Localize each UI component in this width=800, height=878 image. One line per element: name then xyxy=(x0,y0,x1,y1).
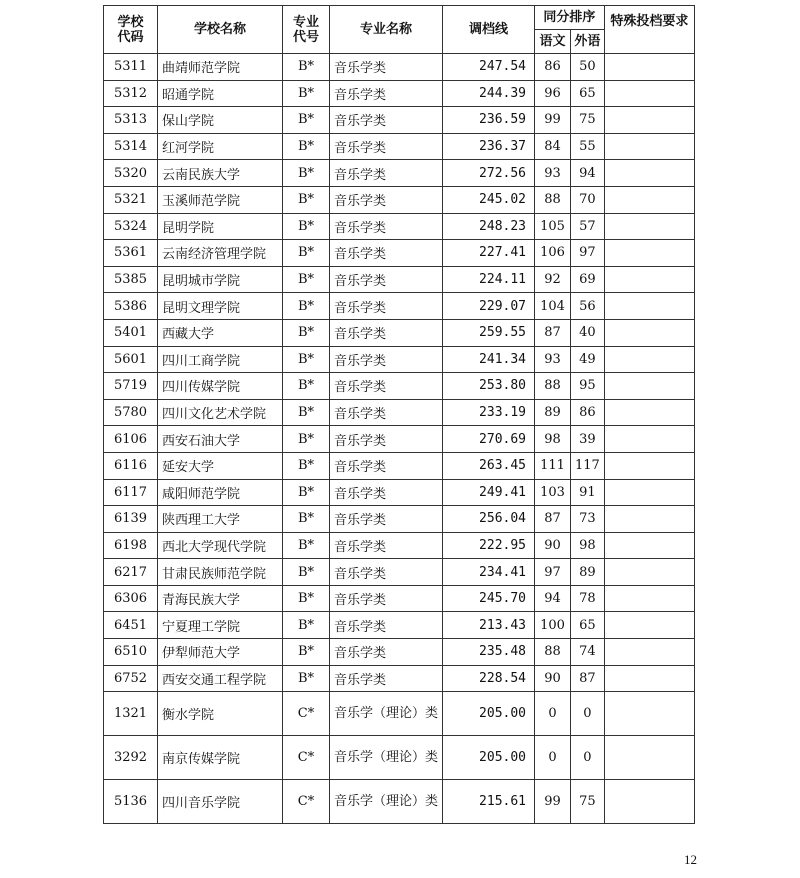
chinese-rank-cell: 87 xyxy=(535,506,571,533)
chinese-rank-cell: 87 xyxy=(535,319,571,346)
table-row xyxy=(104,213,695,240)
major-code-cell: B* xyxy=(283,213,330,240)
special-requirement-cell xyxy=(604,665,694,692)
major-name-cell: 音乐学类 xyxy=(330,639,443,666)
major-name-cell: 音乐学（理论）类 xyxy=(330,692,443,736)
school-name-cell: 甘肃民族师范学院 xyxy=(158,559,283,586)
table-row xyxy=(104,133,695,160)
header-chinese: 语文 xyxy=(535,30,571,54)
school-code-cell: 6306 xyxy=(104,585,158,612)
table-row xyxy=(104,346,695,373)
cutoff-score-cell: 236.59 xyxy=(443,107,535,134)
major-name-cell: 音乐学类 xyxy=(330,213,443,240)
special-requirement-cell xyxy=(604,346,694,373)
school-code-cell: 5719 xyxy=(104,373,158,400)
major-code-cell: B* xyxy=(283,293,330,320)
special-requirement-cell xyxy=(604,319,694,346)
foreign-rank-cell: 40 xyxy=(571,319,605,346)
chinese-rank-cell: 90 xyxy=(535,665,571,692)
school-name-cell: 西北大学现代学院 xyxy=(158,532,283,559)
chinese-rank-cell: 84 xyxy=(535,133,571,160)
foreign-rank-cell: 87 xyxy=(571,665,605,692)
special-requirement-cell xyxy=(604,426,694,453)
special-requirement-cell xyxy=(604,240,694,267)
school-code-cell: 6217 xyxy=(104,559,158,586)
chinese-rank-cell: 92 xyxy=(535,266,571,293)
chinese-rank-cell: 0 xyxy=(535,736,571,780)
foreign-rank-cell: 75 xyxy=(571,780,605,824)
cutoff-score-cell: 215.61 xyxy=(443,780,535,824)
school-code-cell: 6752 xyxy=(104,665,158,692)
table-row xyxy=(104,506,695,533)
foreign-rank-cell: 70 xyxy=(571,186,605,213)
special-requirement-cell xyxy=(604,452,694,479)
table-row xyxy=(104,80,695,107)
major-code-cell: B* xyxy=(283,319,330,346)
foreign-rank-cell: 74 xyxy=(571,639,605,666)
special-requirement-cell xyxy=(604,266,694,293)
major-name-cell: 音乐学（理论）类 xyxy=(330,736,443,780)
special-requirement-cell xyxy=(604,585,694,612)
chinese-rank-cell: 88 xyxy=(535,639,571,666)
special-requirement-cell xyxy=(604,780,694,824)
special-requirement-cell xyxy=(604,133,694,160)
cutoff-score-cell: 249.41 xyxy=(443,479,535,506)
major-code-cell: B* xyxy=(283,80,330,107)
table-row xyxy=(104,692,695,736)
major-code-cell: B* xyxy=(283,54,330,81)
cutoff-score-cell: 205.00 xyxy=(443,736,535,780)
major-name-cell: 音乐学类 xyxy=(330,585,443,612)
cutoff-score-cell: 224.11 xyxy=(443,266,535,293)
school-name-cell: 四川传媒学院 xyxy=(158,373,283,400)
table-row xyxy=(104,559,695,586)
major-code-cell: B* xyxy=(283,479,330,506)
chinese-rank-cell: 90 xyxy=(535,532,571,559)
chinese-rank-cell: 111 xyxy=(535,452,571,479)
major-code-cell: B* xyxy=(283,186,330,213)
table-row xyxy=(104,452,695,479)
major-name-cell: 音乐学类 xyxy=(330,665,443,692)
chinese-rank-cell: 93 xyxy=(535,346,571,373)
school-name-cell: 保山学院 xyxy=(158,107,283,134)
chinese-rank-cell: 86 xyxy=(535,54,571,81)
school-name-cell: 四川音乐学院 xyxy=(158,780,283,824)
foreign-rank-cell: 95 xyxy=(571,373,605,400)
chinese-rank-cell: 93 xyxy=(535,160,571,187)
table-row xyxy=(104,780,695,824)
major-name-cell: 音乐学类 xyxy=(330,612,443,639)
chinese-rank-cell: 106 xyxy=(535,240,571,267)
chinese-rank-cell: 98 xyxy=(535,426,571,453)
major-code-cell: B* xyxy=(283,399,330,426)
special-requirement-cell xyxy=(604,80,694,107)
foreign-rank-cell: 97 xyxy=(571,240,605,267)
school-name-cell: 四川文化艺术学院 xyxy=(158,399,283,426)
foreign-rank-cell: 49 xyxy=(571,346,605,373)
major-code-cell: B* xyxy=(283,452,330,479)
table-row xyxy=(104,107,695,134)
chinese-rank-cell: 96 xyxy=(535,80,571,107)
cutoff-score-cell: 229.07 xyxy=(443,293,535,320)
cutoff-score-cell: 234.41 xyxy=(443,559,535,586)
cutoff-score-cell: 227.41 xyxy=(443,240,535,267)
school-name-cell: 西安石油大学 xyxy=(158,426,283,453)
special-requirement-cell xyxy=(604,612,694,639)
table-row xyxy=(104,479,695,506)
special-requirement-cell xyxy=(604,506,694,533)
school-code-cell: 3292 xyxy=(104,736,158,780)
foreign-rank-cell: 91 xyxy=(571,479,605,506)
table-row xyxy=(104,612,695,639)
special-requirement-cell xyxy=(604,559,694,586)
school-code-cell: 6139 xyxy=(104,506,158,533)
school-code-cell: 5385 xyxy=(104,266,158,293)
major-code-cell: B* xyxy=(283,612,330,639)
major-name-cell: 音乐学类 xyxy=(330,319,443,346)
major-name-cell: 音乐学类 xyxy=(330,107,443,134)
school-name-cell: 伊犁师范大学 xyxy=(158,639,283,666)
cutoff-score-cell: 256.04 xyxy=(443,506,535,533)
cutoff-score-cell: 244.39 xyxy=(443,80,535,107)
foreign-rank-cell: 69 xyxy=(571,266,605,293)
special-requirement-cell xyxy=(604,479,694,506)
special-requirement-cell xyxy=(604,54,694,81)
cutoff-score-cell: 263.45 xyxy=(443,452,535,479)
foreign-rank-cell: 98 xyxy=(571,532,605,559)
major-code-cell: B* xyxy=(283,133,330,160)
major-code-cell: B* xyxy=(283,559,330,586)
special-requirement-cell xyxy=(604,373,694,400)
page-number: 12 xyxy=(684,852,697,867)
table-row xyxy=(104,373,695,400)
table-row xyxy=(104,54,695,81)
major-code-cell: B* xyxy=(283,506,330,533)
cutoff-score-cell: 233.19 xyxy=(443,399,535,426)
chinese-rank-cell: 103 xyxy=(535,479,571,506)
cutoff-score-cell: 213.43 xyxy=(443,612,535,639)
school-code-cell: 5321 xyxy=(104,186,158,213)
school-name-cell: 云南民族大学 xyxy=(158,160,283,187)
school-name-cell: 昆明文理学院 xyxy=(158,293,283,320)
school-name-cell: 昆明城市学院 xyxy=(158,266,283,293)
special-requirement-cell xyxy=(604,639,694,666)
school-name-cell: 西藏大学 xyxy=(158,319,283,346)
table-row xyxy=(104,266,695,293)
school-name-cell: 昭通学院 xyxy=(158,80,283,107)
major-code-cell: B* xyxy=(283,107,330,134)
special-requirement-cell xyxy=(604,532,694,559)
foreign-rank-cell: 94 xyxy=(571,160,605,187)
cutoff-score-cell: 245.02 xyxy=(443,186,535,213)
table-row xyxy=(104,639,695,666)
major-name-cell: 音乐学类 xyxy=(330,293,443,320)
table-row xyxy=(104,399,695,426)
table-row xyxy=(104,585,695,612)
major-name-cell: 音乐学类 xyxy=(330,346,443,373)
major-name-cell: 音乐学类 xyxy=(330,506,443,533)
table-row xyxy=(104,532,695,559)
special-requirement-cell xyxy=(604,736,694,780)
major-code-cell: C* xyxy=(283,692,330,736)
school-name-cell: 延安大学 xyxy=(158,452,283,479)
special-requirement-cell xyxy=(604,107,694,134)
school-name-cell: 宁夏理工学院 xyxy=(158,612,283,639)
major-name-cell: 音乐学类 xyxy=(330,54,443,81)
major-name-cell: 音乐学类 xyxy=(330,160,443,187)
chinese-rank-cell: 104 xyxy=(535,293,571,320)
foreign-rank-cell: 65 xyxy=(571,612,605,639)
table-row xyxy=(104,426,695,453)
major-code-cell: B* xyxy=(283,373,330,400)
school-name-cell: 青海民族大学 xyxy=(158,585,283,612)
special-requirement-cell xyxy=(604,293,694,320)
special-requirement-cell xyxy=(604,186,694,213)
foreign-rank-cell: 117 xyxy=(571,452,605,479)
major-code-cell: B* xyxy=(283,346,330,373)
foreign-rank-cell: 75 xyxy=(571,107,605,134)
cutoff-score-cell: 245.70 xyxy=(443,585,535,612)
major-code-cell: B* xyxy=(283,585,330,612)
chinese-rank-cell: 105 xyxy=(535,213,571,240)
chinese-rank-cell: 88 xyxy=(535,373,571,400)
chinese-rank-cell: 89 xyxy=(535,399,571,426)
table-row xyxy=(104,186,695,213)
school-name-cell: 红河学院 xyxy=(158,133,283,160)
special-requirement-cell xyxy=(604,160,694,187)
chinese-rank-cell: 97 xyxy=(535,559,571,586)
major-name-cell: 音乐学类 xyxy=(330,133,443,160)
major-name-cell: 音乐学类 xyxy=(330,559,443,586)
school-name-cell: 陕西理工大学 xyxy=(158,506,283,533)
cutoff-score-cell: 270.69 xyxy=(443,426,535,453)
chinese-rank-cell: 0 xyxy=(535,692,571,736)
foreign-rank-cell: 39 xyxy=(571,426,605,453)
cutoff-score-cell: 222.95 xyxy=(443,532,535,559)
school-code-cell: 6198 xyxy=(104,532,158,559)
school-name-cell: 西安交通工程学院 xyxy=(158,665,283,692)
major-name-cell: 音乐学类 xyxy=(330,399,443,426)
school-name-cell: 云南经济管理学院 xyxy=(158,240,283,267)
header-foreign: 外语 xyxy=(571,30,605,54)
major-code-cell: B* xyxy=(283,532,330,559)
chinese-rank-cell: 94 xyxy=(535,585,571,612)
school-code-cell: 1321 xyxy=(104,692,158,736)
cutoff-score-cell: 247.54 xyxy=(443,54,535,81)
foreign-rank-cell: 57 xyxy=(571,213,605,240)
table-row xyxy=(104,240,695,267)
chinese-rank-cell: 99 xyxy=(535,107,571,134)
major-code-cell: B* xyxy=(283,266,330,293)
school-name-cell: 咸阳师范学院 xyxy=(158,479,283,506)
major-code-cell: C* xyxy=(283,780,330,824)
school-code-cell: 6451 xyxy=(104,612,158,639)
admission-table xyxy=(103,5,695,824)
school-code-cell: 5601 xyxy=(104,346,158,373)
foreign-rank-cell: 50 xyxy=(571,54,605,81)
table-row xyxy=(104,293,695,320)
chinese-rank-cell: 100 xyxy=(535,612,571,639)
foreign-rank-cell: 78 xyxy=(571,585,605,612)
major-name-cell: 音乐学类 xyxy=(330,479,443,506)
major-name-cell: 音乐学类 xyxy=(330,426,443,453)
table-row xyxy=(104,736,695,780)
school-code-cell: 6510 xyxy=(104,639,158,666)
major-name-cell: 音乐学类 xyxy=(330,186,443,213)
major-name-cell: 音乐学（理论）类 xyxy=(330,780,443,824)
school-name-cell: 四川工商学院 xyxy=(158,346,283,373)
major-name-cell: 音乐学类 xyxy=(330,532,443,559)
foreign-rank-cell: 86 xyxy=(571,399,605,426)
cutoff-score-cell: 236.37 xyxy=(443,133,535,160)
cutoff-score-cell: 248.23 xyxy=(443,213,535,240)
school-code-cell: 6106 xyxy=(104,426,158,453)
school-code-cell: 5312 xyxy=(104,80,158,107)
school-code-cell: 5311 xyxy=(104,54,158,81)
school-code-cell: 5401 xyxy=(104,319,158,346)
table-body xyxy=(104,54,695,824)
table-row xyxy=(104,160,695,187)
foreign-rank-cell: 0 xyxy=(571,736,605,780)
cutoff-score-cell: 205.00 xyxy=(443,692,535,736)
major-name-cell: 音乐学类 xyxy=(330,452,443,479)
header-major-code: 专业代号 xyxy=(283,6,330,54)
cutoff-score-cell: 259.55 xyxy=(443,319,535,346)
major-code-cell: B* xyxy=(283,665,330,692)
major-code-cell: B* xyxy=(283,240,330,267)
cutoff-score-cell: 228.54 xyxy=(443,665,535,692)
major-name-cell: 音乐学类 xyxy=(330,80,443,107)
major-code-cell: B* xyxy=(283,426,330,453)
school-code-cell: 5361 xyxy=(104,240,158,267)
major-name-cell: 音乐学类 xyxy=(330,266,443,293)
school-name-cell: 衡水学院 xyxy=(158,692,283,736)
special-requirement-cell xyxy=(604,213,694,240)
header-major-name: 专业名称 xyxy=(330,6,443,54)
school-code-cell: 5320 xyxy=(104,160,158,187)
school-code-cell: 6116 xyxy=(104,452,158,479)
foreign-rank-cell: 55 xyxy=(571,133,605,160)
foreign-rank-cell: 89 xyxy=(571,559,605,586)
school-code-cell: 6117 xyxy=(104,479,158,506)
major-name-cell: 音乐学类 xyxy=(330,240,443,267)
foreign-rank-cell: 73 xyxy=(571,506,605,533)
cutoff-score-cell: 272.56 xyxy=(443,160,535,187)
foreign-rank-cell: 65 xyxy=(571,80,605,107)
header-special: 特殊投档要求 xyxy=(604,6,694,54)
header-school-code: 学校代码 xyxy=(104,6,158,54)
header-tie-rank: 同分排序 xyxy=(535,6,605,30)
school-code-cell: 5313 xyxy=(104,107,158,134)
major-code-cell: B* xyxy=(283,639,330,666)
cutoff-score-cell: 241.34 xyxy=(443,346,535,373)
school-code-cell: 5136 xyxy=(104,780,158,824)
cutoff-score-cell: 253.80 xyxy=(443,373,535,400)
school-name-cell: 曲靖师范学院 xyxy=(158,54,283,81)
school-name-cell: 昆明学院 xyxy=(158,213,283,240)
school-code-cell: 5386 xyxy=(104,293,158,320)
special-requirement-cell xyxy=(604,692,694,736)
major-name-cell: 音乐学类 xyxy=(330,373,443,400)
foreign-rank-cell: 56 xyxy=(571,293,605,320)
cutoff-score-cell: 235.48 xyxy=(443,639,535,666)
header-cutoff: 调档线 xyxy=(443,6,535,54)
school-name-cell: 玉溪师范学院 xyxy=(158,186,283,213)
school-name-cell: 南京传媒学院 xyxy=(158,736,283,780)
school-code-cell: 5314 xyxy=(104,133,158,160)
major-code-cell: C* xyxy=(283,736,330,780)
table-row xyxy=(104,319,695,346)
special-requirement-cell xyxy=(604,399,694,426)
chinese-rank-cell: 88 xyxy=(535,186,571,213)
table-row xyxy=(104,665,695,692)
school-code-cell: 5780 xyxy=(104,399,158,426)
chinese-rank-cell: 99 xyxy=(535,780,571,824)
school-code-cell: 5324 xyxy=(104,213,158,240)
foreign-rank-cell: 0 xyxy=(571,692,605,736)
header-school-name: 学校名称 xyxy=(158,6,283,54)
major-code-cell: B* xyxy=(283,160,330,187)
